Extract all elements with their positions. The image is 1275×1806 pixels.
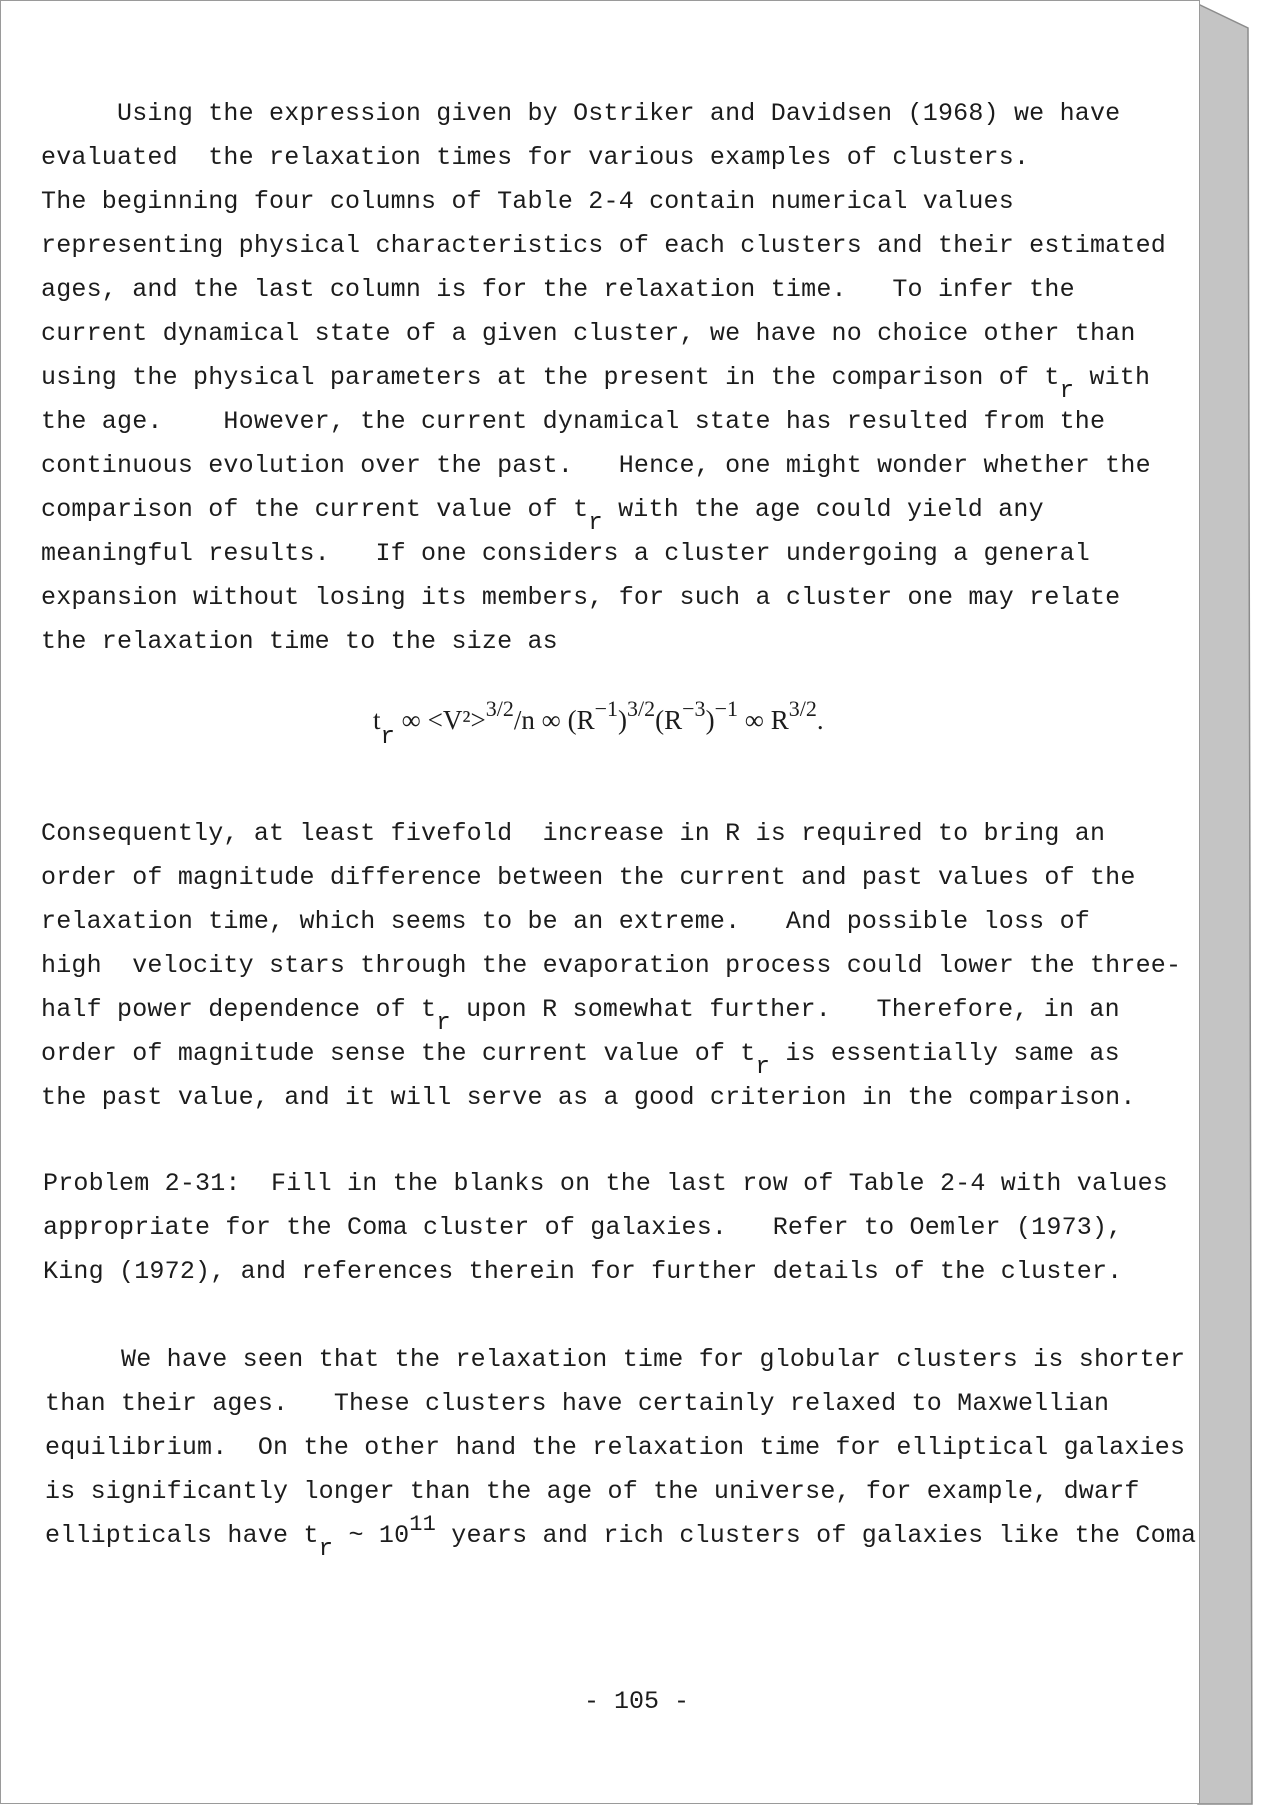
eq-part: ∞ <V²>	[394, 705, 486, 735]
subscript-r: r	[755, 1054, 771, 1081]
eq-exponent: 3/2	[788, 696, 817, 721]
text-line: Using the expression given by Ostriker and Davidsen (1968) we have	[41, 99, 1121, 128]
text-line	[45, 1512, 1197, 1563]
subscript-r: r	[588, 510, 603, 537]
subscript-r: r	[436, 1010, 451, 1037]
eq-t: t	[373, 705, 381, 735]
text-segment: is essentially same as	[770, 1039, 1120, 1068]
text-segment: order of magnitude sense the current value of t	[41, 1039, 756, 1068]
text-line: order of magnitude difference between the current and past values of the	[41, 863, 1136, 892]
text-line: equilibrium. On the other hand the relaxation time for elliptical galaxies	[45, 1433, 1186, 1462]
relaxation-time-equation	[373, 696, 824, 751]
eq-exponent: 3/2	[627, 696, 656, 721]
text-line: representing physical characteristics of each clusters and their estimated	[41, 231, 1166, 260]
text-line: Consequently, at least fivefold increase in R is required to bring an	[41, 819, 1106, 848]
text-line	[41, 363, 1151, 405]
text-line: the age. However, the current dynamical state has resulted from the	[41, 407, 1106, 436]
text-line: King (1972), and references therein for further details of the cluster.	[43, 1257, 1123, 1286]
text-line: ages, and the last column is for the relaxation time. To infer the	[41, 275, 1075, 304]
text-segment: using the physical parameters at the present in the comparison of t	[41, 363, 1060, 392]
eq-exponent: −3	[682, 696, 706, 721]
text-segment: with the age could yield any	[602, 495, 1044, 524]
eq-part: ∞ R	[737, 705, 789, 735]
problem-2-31	[43, 1169, 1168, 1314]
eq-exponent: −1	[714, 696, 738, 721]
text-line: We have seen that the relaxation time for globular clusters is shorter	[45, 1345, 1186, 1374]
paragraph-2	[41, 819, 1182, 1112]
eq-sub-r: r	[380, 724, 395, 751]
text-line	[41, 995, 1120, 1037]
text-line	[41, 1039, 1120, 1081]
text-segment: years and rich clusters of galaxies like the Coma	[436, 1521, 1197, 1550]
page-number: - 105 -	[584, 1687, 690, 1716]
subscript-r: r	[1059, 378, 1075, 405]
text-line: continuous evolution over the past. Hence, one might wonder whether the	[41, 451, 1151, 480]
text-segment: upon R somewhat further. Therefore, in an	[450, 995, 1120, 1024]
eq-part: /n ∞ (R	[513, 705, 595, 735]
text-segment: half power dependence of t	[41, 995, 437, 1024]
text-line: evaluated the relaxation times for various examples of clusters.	[41, 143, 1030, 172]
text-line: relaxation time, which seems to be an extreme. And possible loss of	[41, 907, 1090, 936]
text-line: The beginning four columns of Table 2-4 contain numerical values	[41, 187, 1014, 216]
text-line: than their ages. These clusters have certainly relaxed to Maxwellian	[45, 1389, 1110, 1418]
text-segment: with	[1074, 363, 1151, 392]
exponent: 11	[409, 1512, 437, 1537]
text-line: appropriate for the Coma cluster of galaxies. Refer to Oemler (1973),	[43, 1213, 1123, 1242]
paragraph-1	[41, 99, 1166, 656]
eq-exponent: 3/2	[485, 696, 514, 721]
eq-part: )	[618, 705, 628, 735]
text-segment: ~ 10	[333, 1521, 410, 1550]
eq-part: .	[816, 705, 824, 735]
text-line: meaningful results. If one considers a cluster undergoing a general	[41, 539, 1090, 568]
text-line: Problem 2-31: Fill in the blanks on the last row of Table 2-4 with values	[43, 1169, 1168, 1198]
text-line: is significantly longer than the age of the universe, for example, dwarf	[45, 1477, 1140, 1506]
eq-part: )	[705, 705, 715, 735]
text-segment: comparison of the current value of t	[41, 495, 589, 524]
text-line	[41, 495, 1044, 537]
text-segment: ellipticals have t	[45, 1521, 319, 1550]
subscript-r: r	[318, 1536, 334, 1563]
text-line: high velocity stars through the evaporation process could lower the three-	[41, 951, 1182, 980]
text-line: expansion without losing its members, for such a cluster one may relate	[41, 583, 1121, 612]
paragraph-3	[45, 1345, 1197, 1563]
eq-exponent: −1	[594, 696, 619, 721]
eq-part: (R	[655, 705, 683, 735]
text-line: current dynamical state of a given cluster, we have no choice other than	[41, 319, 1136, 348]
text-line: the past value, and it will serve as a good criterion in the comparison.	[41, 1083, 1136, 1112]
text-line: the relaxation time to the size as	[41, 627, 558, 656]
